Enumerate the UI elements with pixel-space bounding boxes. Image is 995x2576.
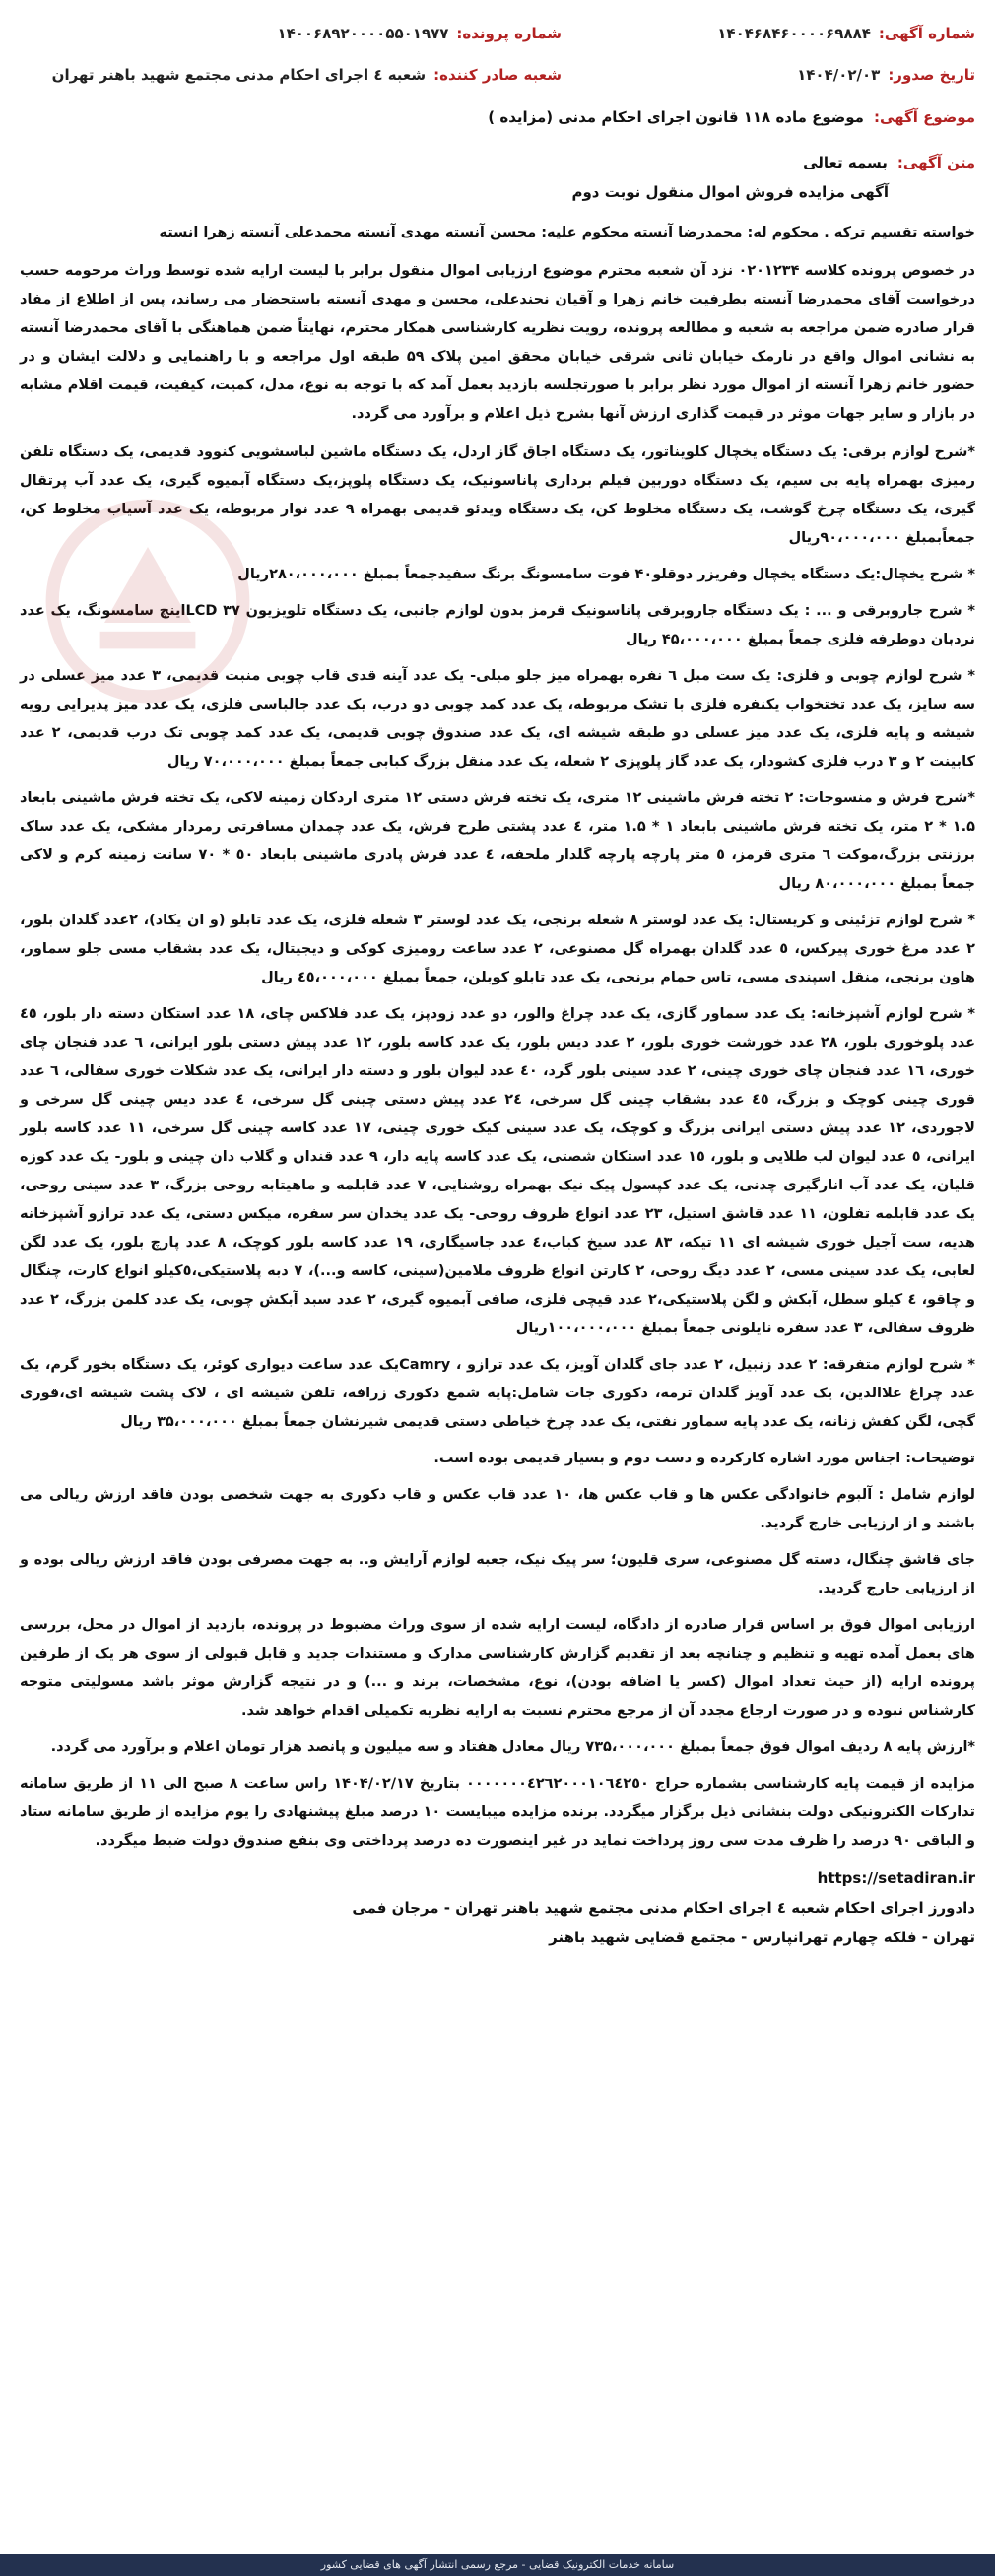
ad-number-label: شماره آگهی: (878, 25, 975, 42)
subject-label: موضوع آگهی: (873, 108, 975, 126)
note-assessment-basis: ارزیابی اموال فوق بر اساس قرار صادره از دادگاه، لیست ارایه شده از سوی وراث مضبوط در پرونده، بازدید از اموال در محل، بررسی های بعمل آمده تهیه و تنظیم و چنانچه بعد از تقدیم گزارش کارشناسی مدارک و مستندات جدید و قابل قبولی از سوی هر یک از طرفین پرونده ارایه (از حیث تعداد اموال (کسر یا اضافه بودن)، نوع، مشخصات، برند و ...) و در نتیجه گزارش موثر باشد مسولیتی متوجه کارشناس نبوده و در صورت ارجاع مجدد آن از مرجع محترم نسبت به ارایه نظریه تکمیلی اقدام خواهد شد. (20, 1617, 975, 1719)
text-block (20, 148, 975, 207)
case-number-value: ۱۴۰۰۶۸۹۲۰۰۰۰۵۵۰۱۹۷۷ (277, 25, 449, 42)
subject-block (20, 102, 975, 132)
item-fridge: * شرح یخچال:یک دستگاه یخچال وفریزر دوقلو۴۰ فوت سامسونگ برنگ سفیدجمعاً بمبلغ ۲۸۰،۰۰۰،۰۰۰ریال (237, 567, 975, 582)
case-number (277, 20, 562, 47)
parties: خواسته تقسیم ترکه . محکوم له: محمدرضا آنسته محکوم علیه: محسن آنسته مهدی آنسته محمدعلی آنسته زهرا انسته (159, 225, 975, 240)
note-excluded-albums: لوازم شامل : آلبوم خانوادگی عکس ها و قاب عکس ها، ۱۰ عدد قاب عکس و قاب دکوری به جهت شخصی بودن فاقد ارزش ریالی می باشند و از ارزیابی خارج گردید. (20, 1487, 976, 1531)
subject-value: موضوع ماده ۱۱۸ قانون اجرای احکام مدنی (مزایده ) (488, 108, 864, 126)
issuing-branch-label: شعبه صادر کننده: (433, 66, 562, 84)
ad-title: آگهی مزایده فروش اموال منقول نوبت دوم (571, 183, 889, 201)
item-vacuum: * شرح جاروبرقی و ... : یک دستگاه جاروبرقی پاناسونیک قرمز بدون لوازم جانبی، یک دستگاه تلویزیون LCD ۳۷اینچ سامسونگ، یک عدد نردبان دوطرفه فلزی جمعاً بمبلغ ۴۵،۰۰۰،۰۰۰ ریال (20, 603, 975, 647)
text-label: متن آگهی: (896, 154, 975, 171)
ad-number-value: ۱۴۰۴۶۸۴۶۰۰۰۰۶۹۸۸۴ (717, 25, 871, 42)
issue-date-value: ۱۴۰۴/۰۲/۰۳ (797, 66, 881, 84)
note-auction-details: مزایده از قیمت پایه کارشناسی بشماره حراج ٠٠٠٠٠٠٠٤٢٦٢٠٠٠١٠٦٤٢٥٠ بتاریخ ۱۴۰۴/۰۲/۱۷ راس ساعت ۸ صبح الی ۱۱ از طریق سامانه تدارکات الکترونیکی دولت بنشانی ذیل برگزار میگردد. برنده مزایده میبایست ۱۰ درصد مبلغ پیشنهادی را یوم مزایده از طریق سامانه ستاد و الباقی ٩٠ درصد را ظرف مدت سی روز پرداخت نماید در غیر اینصورت ده درصد پرداختی وی بنفع صندوق دولت ضبط میگردد. (20, 1776, 975, 1849)
item-kitchen: * شرح لوازم آشپزخانه: یک عدد سماور گازی، یک عدد چراغ والور، دو عدد زودپز، یک عدد فلاکس چای، ۱۸ عدد استکان دسته دار بلور، ٤٥ عدد پلوخوری بلور، ۲۸ عدد خورشت خوری بلور، ۲ عدد دیس بلور، یک عدد کاسه بلور، ۱۲ عدد پیش دستی بلور ایرانی، ٦ عدد فنجان چای خوری، ١٦ عدد فنجان چای خوری چینی، ۲ عدد سینی بلور گرد، ٤٠ عدد لیوان بلور و دسته دار ایرانی، یک عدد شکلات خوری سفالی، ٦ عدد قوری چینی کوچک و بزرگ، ٤٥ عدد بشقاب چینی گل سرخی، ۲٤ عدد پیش دستی چینی گل سرخی، ٤ عدد دیس چینی گل سرخی و لاجوردی، ١٢ عدد پیش دستی ایرانی بزرگ و کوچک، یک عدد سینی کیک خوری چینی، ١٧ عدد کاسه چینی گل سرخی، ١١ عدد کاسه بلور ایرانی، ٥ عدد لیوان لب طلایی و بلور، ١٥ عدد استکان شصتی، یک عدد کاسه پایه دار، ۹ عدد قندان و گلاب دان چینی و بلور- یک عدد کوزه قلیان، یک عدد آب انارگیری چدنی، یک عدد کپسول پیک نیک بهمراه روشنایی، ۷ عدد قابلمه و ماهیتابه روحی بزرگ، ۳ عدد سینی روحی، یک عدد قابلمه تفلون، ۱۱ عدد قاشق استیل، ۲۳ عدد انواع ظروف روحی- یک عدد یخدان سر سفره، میکس دستی، یک عدد ترازو آشپزخانه هدیه، ست آجیل خوری شیشه ای ۱۱ تیکه، ۸۳ عدد سیخ کباب،٤ عدد جاسیگاری، ۱۹ عدد کاسه بلور کوچک، ۸ عدد پارچ بلور، یک عدد لگن لعابی، یک عدد سینی مسی، ۲ عدد دیگ روحی، ۲ کارتن انواع ظروف ملامین(سینی، کاسه و...)، ۷ دبه پلاستیکی،٥کیلو انواع کارت، چنگال و چاقو، ٤ کیلو سطل، آبکش و لگن پلاستیکی،۲ عدد قیچی فلزی، صافی آبمیوه گیری، ۲ عدد سبد آبکش چوبی، یک عدد کلمن بزرگ، ۲ عدد ظروف سفالی، ۳ عدد سفره نایلونی جمعاً بمبلغ ۱۰۰،۰۰۰،۰۰۰ریال (20, 1006, 976, 1336)
item-furniture: * شرح لوازم چوبی و فلزی: یک ست مبل ٦ نفره بهمراه میز جلو مبلی- یک عدد آینه قدی قاب چوبی منبت قدیمی، ۳ عدد میز عسلی در سه سایز، یک عدد تختخواب یکنفره فلزی با تشک مربوطه، یک عدد کمد چوبی دو درب، یک عدد جالباسی فلزی، یک عدد میز پذیرایی رویه شیشه و پایه فلزی، یک عدد میز عسلی دو طبقه شیشه ای، یک عدد صندوق چوبی قدیمی، یک عدد کمد چوبی تک درب قدیمی، ۲ عدد کابینت ۲ و ۳ درب فلزی کشودار، یک عدد گاز پلوپزی ۲ شعله، یک عدد منقل بزرگ کبابی جمعاً بمبلغ ۷۰،۰۰۰،۰۰۰ ریال (20, 668, 975, 770)
note-excluded-consumables: جای قاشق چنگال، دسته گل مصنوعی، سری قلیون؛ سر پیک نیک، جعبه لوازم آرایش و.. به جهت مصرفی بودن فاقد ارزش ریالی بوده و از ارزیابی خارج گردید. (20, 1552, 975, 1596)
setadiran-link[interactable]: https://setadiran.ir (817, 1869, 975, 1887)
intro-paragraph: در خصوص پرونده کلاسه ۰۲۰۱۲۳۴ نزد آن شعبه محترم موضوع ارزیابی اموال منقول برابر با لیست ارایه شده توسط وراث مرحومه حسب درخواست آقای محمدرضا آنسته بطرفیت خانم زهرا و آقیان نحندعلی، محسن و مهدی آنسته باستحضار می رساند، پس از اطلاع از مفاد قرار صادره ضمن مراجعه به شعبه و مطالعه پرونده، رویت نظریه کارشناسی همکار محترم، نهایتاً ضمن هماهنگی با آقای محمدرضا آنسته به نشانی اموال واقع در نارمک خیابان ثانی شرقی خیابان محقق امین پلاک ۵۹ طبقه اول مراجعه و با راهنمایی و دلالت ایشان و در حضور خانم زهرا آنسته از اموال مورد نظر برابر با صورتجلسه بازدید بعمل آمد که با توجه به نوع، مدل، کمیت، کیفیت، قیمت اقلام مشابه در بازار و سایر جهات موثر در قیمت گذاری ارزش آنها بشرح ذیل اعلام و برآورد می گردد. (20, 263, 976, 422)
note-base-value: *ارزش پایه ۸ ردیف اموال فوق جمعاً بمبلغ ۷۳۵،۰۰۰،۰۰۰ ریال معادل هفتاد و سه میلیون و پانصد هزار تومان اعلام و برآورد می گردد. (50, 1739, 975, 1755)
signer: دادورز اجرای احکام شعبه ٤ اجرای احکام مدنی مجتمع شهید باهنر تهران - مرجان فمی (352, 1899, 975, 1917)
ad-number (562, 20, 975, 47)
issuing-branch (52, 61, 562, 89)
case-number-label: شماره پرونده: (456, 25, 562, 42)
note-explanation: توضیحات: اجناس مورد اشاره کارکرده و دست دوم و بسیار قدیمی بوده است. (433, 1451, 975, 1466)
issuing-branch-value: شعبه ٤ اجرای احکام مدنی مجتمع شهید باهنر تهران (51, 66, 427, 84)
meta-row-top (20, 20, 975, 47)
item-carpets: *شرح فرش و منسوجات: ۲ تخته فرش ماشینی ۱۲ متری، یک تخته فرش دستی ۱۲ متری اردکان زمینه لاکی، یک تخته فرش ماشینی بابعاد ۱.۵ * ۲ متر، یک تخته فرش ماشینی بابعاد ۱ * ۱.۵ متر، ٤ عدد پشتی طرح فرش، یک عدد چمدان مسافرتی رمردار مشکی، یک عدد ساک برزنتی بزرگ،موکت ٦ متری قرمز، ٥ متر پارچه پارچه گلدار ملحفه، ٤ عدد فرش پادری ماشینی بابعاد ٥٠ * ٧٠ سانت زمینه کرم و لاکی جمعاً بمبلغ ۸۰،۰۰۰،۰۰۰ ریال (20, 790, 976, 892)
meta-row-second (20, 61, 975, 89)
court-address: تهران - فلکه چهارم تهرانپارس - مجتمع قضایی شهید باهنر (549, 1929, 975, 1946)
item-misc: * شرح لوازم متفرقه: ۲ عدد زنبیل، ۲ عدد جای گلدان آویز، یک عدد ترازو ، Camryیک عدد ساعت دیواری کوئر، یک دستگاه بخور گرم، یک عدد چراغ علاالدین، یک عدد آویز گلدان ترمه، دکوری جات شامل:پایه شمع دکوری زرافه، تلفن شیشه ای ، لاک پشت شیشه ای،قوری گچی، لگن کفش زنانه، یک عدد پایه سماور نفتی، یک عدد چرخ خیاطی دستی قدیمی شیرنشان جمعاً بمبلغ ۳۵،۰۰۰،۰۰۰ ریال (20, 1357, 975, 1430)
notes-list (20, 1445, 975, 1856)
issue-date (562, 61, 975, 89)
opening: بسمه تعالی (803, 154, 888, 171)
item-electrical: *شرح لوازم برقی: یک دستگاه یخچال کلویناتور، یک دستگاه اجاق گاز اردل، یک دستگاه ماشین لباسشویی کنوود قدیمی، یک دستگاه تلفن رمیزی بهمراه پایه بی سیم، یک دستگاه دوربین فیلم برداری پاناسونیک، یک دستگاه پلوپز،یک دستگاه آبمیوه گیری، یک عدد آب پرتقال گیری، یک دستگاه چرخ گوشت، یک دستگاه مخلوط کن، یک دستگاه ویدئو قدیمی بهمراه ۹ عدد نوار مربوطه، یک عدد آسیاب مخلوط کن، جمعاًبمبلغ ۹۰،۰۰۰،۰۰۰ریال (20, 444, 975, 546)
items-list (20, 439, 975, 1437)
item-decor: * شرح لوازم تزئینی و کریستال: یک عدد لوستر ۸ شعله برنجی، یک عدد لوستر ۳ شعله فلزی، یک عدد تابلو (و ان یکاد)، ۲عدد گلدان بلور، ۲ عدد مرغ خوری پیرکس، ٥ عدد گلدان بهمراه گل مصنوعی، ۲ عدد ساعت رومیزی کوکی و دیجیتال، یک عدد بشقاب مسی جلو سماور، هاون برنجی، منقل اسپندی مسی، تاس حمام برنجی، یک عدد تابلو کوبلن، جمعاً بمبلغ ٤٥،٠٠٠،٠٠٠ ریال (20, 913, 975, 985)
issue-date-label: تاریخ صدور: (888, 66, 975, 84)
bottom-bar: سامانه خدمات الکترونیک قضایی - مرجع رسمی انتشار آگهی های قضایی کشور (0, 2554, 995, 2576)
